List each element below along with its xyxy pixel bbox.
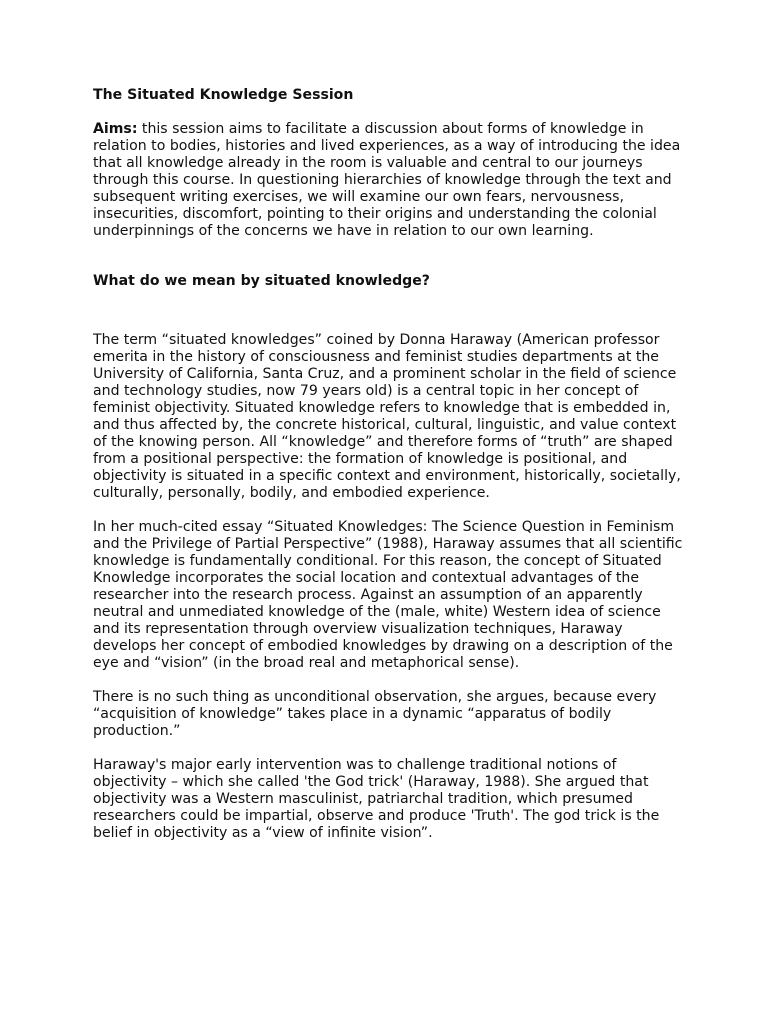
aims-label: Aims: (93, 121, 138, 137)
aims-text: this session aims to facilitate a discussion about forms of knowledge in relation to bodies, histories and lived experiences, as a way of introducing the idea that all knowledge already in the room is valuable and central to our journeys through this course. In questioning hierarchies of knowledge through the text and subsequent writing exercises, we will examine our own fears, nervousness, insecurities, discomfort, pointing to their origins and understanding the colonial underpinnings of the concerns we have in relation to our own learning. (93, 121, 681, 239)
aims-paragraph (93, 121, 683, 240)
body-paragraph-4: Haraway's major early intervention was to challenge traditional notions of objectivity – which she called 'the God trick' (Haraway, 1988). She argued that objectivity was a Western masculinist, patriarchal tradition, which presumed researchers could be impartial, observe and produce 'Truth'. The god trick is the belief in objectivity as a “view of infinite vision”. (93, 757, 660, 841)
section-heading: What do we mean by situated knowledge? (93, 273, 430, 289)
document-page (93, 87, 683, 842)
body-paragraph-3: There is no such thing as unconditional observation, she argues, because every “acquisition of knowledge” takes place in a dynamic “apparatus of bodily production.” (93, 689, 657, 739)
body-paragraph-1: The term “situated knowledges” coined by Donna Haraway (American professor emerita in the history of consciousness and feminist studies departments at the University of California, Santa Cruz, and a prominent scholar in the field of science and technology studies, now 79 years old) is a central topic in her concept of feminist objectivity. Situated knowledge refers to knowledge that is embedded in, and thus affected by, the concrete historical, cultural, linguistic, and value context of the knowing person. All “knowledge” and therefore forms of “truth” are shaped from a positional perspective: the formation of knowledge is positional, and objectivity is situated in a specific context and environment, historically, societally, culturally, personally, bodily, and embodied experience. (93, 332, 681, 501)
document-title: The Situated Knowledge Session (93, 87, 354, 103)
body-paragraph-2: In her much-cited essay “Situated Knowledges: The Science Question in Feminism and the Privilege of Partial Perspective” (1988), Haraway assumes that all scientific knowledge is fundamentally conditional. For this reason, the concept of Situated Knowledge incorporates the social location and contextual advantages of the researcher into the research process. Against an assumption of an apparently neutral and unmediated knowledge of the (male, white) Western idea of science and its representation through overview visualization techniques, Haraway develops her concept of embodied knowledges by drawing on a description of the eye and “vision” (in the broad real and metaphorical sense). (93, 519, 683, 671)
